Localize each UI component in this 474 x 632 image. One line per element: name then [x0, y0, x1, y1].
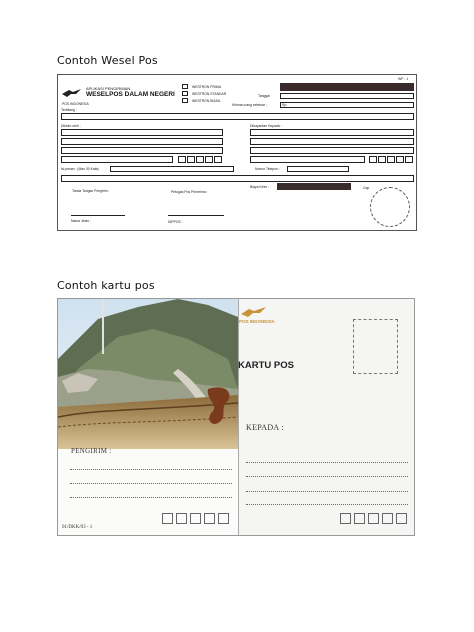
address-line[interactable] [246, 462, 408, 463]
petugas-label: Petugas Pos Penerima : [171, 190, 208, 194]
postcode-box[interactable] [368, 513, 379, 524]
biaya-kirim-label: Biaya Kirim : [250, 185, 270, 189]
dikirim-oleh-label: Dikirim oleh : [61, 124, 81, 128]
sender-field[interactable] [61, 129, 223, 136]
option-label: WESTRON PRIMA [192, 85, 222, 89]
dibayarkan-label: Dibayarkan Kepada : [250, 124, 282, 128]
recipient-field[interactable] [250, 147, 414, 154]
kiriman-label: Kiriman uang sebesar : [232, 103, 267, 107]
option-label: WESTRON STANDAR [192, 92, 227, 96]
postcode-box[interactable] [218, 513, 229, 524]
recipient-field[interactable] [250, 129, 414, 136]
recipient-field[interactable] [250, 156, 365, 163]
postcode-box[interactable] [354, 513, 365, 524]
postcode-box[interactable] [340, 513, 351, 524]
divider-line [238, 299, 239, 536]
tanggal-field[interactable] [280, 93, 414, 99]
ttd-pengirim-label: Tanda Tangan Pengirim : [72, 189, 110, 193]
postcode-box[interactable] [196, 156, 204, 163]
stamp-area [353, 319, 398, 374]
postcode-box[interactable] [204, 513, 215, 524]
app-line-1: APLIKASI PENGIRIMAN [86, 86, 131, 91]
terbilang-field[interactable] [61, 113, 414, 120]
address-line[interactable] [246, 504, 408, 505]
sender-field[interactable] [61, 138, 223, 145]
recipient-field[interactable] [250, 138, 414, 145]
pos-logo-icon [239, 305, 269, 319]
postcode-box[interactable] [176, 513, 187, 524]
postcode-box[interactable] [405, 156, 413, 163]
kepada-label: KEPADA : [246, 423, 284, 432]
form-code: WP - 1 [398, 77, 409, 81]
sender-field[interactable] [61, 156, 173, 163]
nama-jelas-label: Nama Jelas : [71, 219, 91, 223]
kiriman-field[interactable] [280, 102, 414, 108]
wesel-heading: Contoh Wesel Pos [57, 54, 158, 67]
postcode-box[interactable] [387, 156, 395, 163]
option-label: WESTRON BIASA [192, 99, 221, 103]
isi-pesan-label: Isi pesan : (Max 30 Kata) [61, 167, 99, 171]
postcode-box[interactable] [396, 513, 407, 524]
stamp-circle [370, 187, 410, 227]
wesel-pos-form [57, 74, 417, 231]
rp-label: Rp. [282, 103, 288, 107]
address-line[interactable] [246, 476, 408, 477]
postcode-box[interactable] [369, 156, 377, 163]
postcode-box[interactable] [162, 513, 173, 524]
postcode-box[interactable] [205, 156, 213, 163]
pos-bird-logo-icon [61, 88, 83, 98]
postcode-box[interactable] [214, 156, 222, 163]
address-line[interactable] [246, 491, 408, 492]
option-checkbox[interactable] [182, 84, 188, 89]
postcard-logo-text: POS INDONESIA [239, 319, 275, 324]
option-checkbox[interactable] [182, 98, 188, 103]
signature-line [71, 215, 125, 216]
postcode-box[interactable] [378, 156, 386, 163]
kartu-heading: Contoh kartu pos [57, 279, 155, 292]
telepon-label: Nomor Telepon : [255, 167, 280, 171]
postcode-box[interactable] [190, 513, 201, 524]
cap-label: Cap [363, 186, 370, 190]
postcard-title: KARTU POS [238, 360, 294, 371]
postcard-code: 01/DKK/03 - 1 [62, 525, 93, 530]
postcode-box[interactable] [178, 156, 186, 163]
sender-line[interactable] [70, 497, 232, 498]
postcode-box[interactable] [187, 156, 195, 163]
sender-line[interactable] [70, 483, 232, 484]
app-line-2: WESELPOS DALAM NEGERI [86, 91, 175, 98]
signature-line [168, 215, 224, 216]
landscape-illustration [58, 299, 238, 449]
telepon-field[interactable] [287, 166, 349, 172]
biaya-kirim-field[interactable] [277, 183, 351, 190]
message-field[interactable] [61, 175, 414, 182]
postcode-box[interactable] [382, 513, 393, 524]
nippos-label: NIPPOS : [168, 220, 183, 224]
postcode-box[interactable] [396, 156, 404, 163]
message-field[interactable] [110, 166, 234, 172]
sender-field[interactable] [61, 147, 223, 154]
option-checkbox[interactable] [182, 91, 188, 96]
terbilang-label: Terbilang : [61, 108, 77, 112]
tanggal-label: Tanggal [258, 94, 270, 98]
kartu-pos [57, 298, 415, 536]
pengirim-label: PENGIRIM : [71, 447, 112, 455]
sender-line[interactable] [70, 469, 232, 470]
header-dark-bar [280, 83, 414, 91]
company-name: POS INDONESIA [62, 102, 89, 106]
